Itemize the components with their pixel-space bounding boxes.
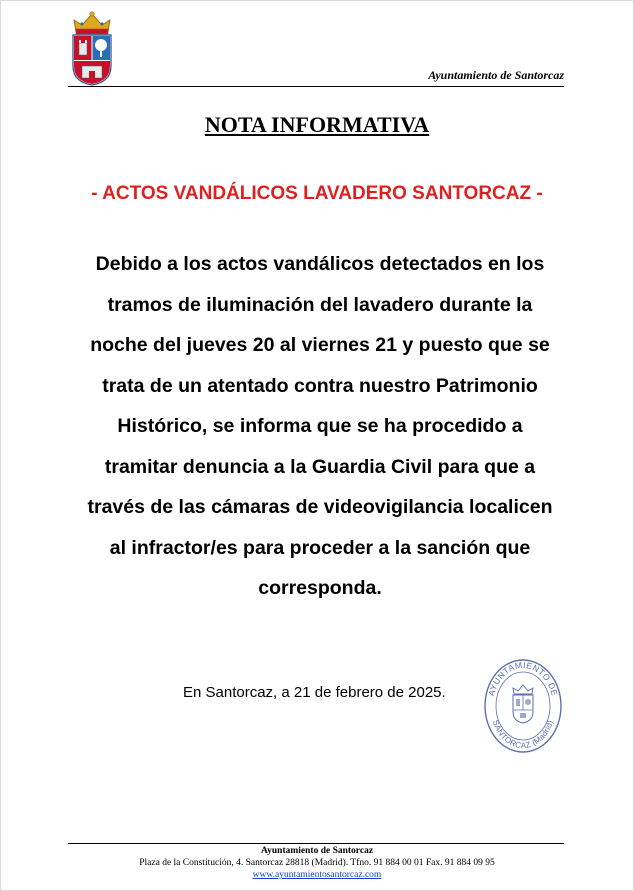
header-divider [68, 86, 564, 87]
footer-address: Plaza de la Constitución, 4. Santorcaz 28818 (Madrid). Tfno. 91 884 00 01 Fax. 91 884 09 95 [139, 858, 495, 868]
footer-divider [68, 843, 564, 844]
stamp-text-top: AYUNTAMIENTO DE [486, 659, 560, 698]
body-line: tramos de iluminación del lavadero durante la [107, 293, 533, 316]
footer [0, 845, 634, 881]
coat-of-arms-icon [70, 10, 114, 86]
body-line: corresponda. [258, 577, 382, 599]
document-body [70, 244, 570, 609]
date-line: En Santorcaz, a 21 de febrero de 2025. [183, 684, 446, 701]
body-line: tramitar denuncia a la Guardia Civil para que a [104, 455, 536, 478]
footer-organization: Ayuntamiento de Santorcaz [260, 846, 374, 856]
body-line: noche del jueves 20 al viernes 21 y puesto que se [90, 334, 550, 356]
stamp-text-bottom: SANTORCAZ (Madrid) [490, 718, 556, 751]
svg-text:SANTORCAZ (Madrid) [491, 719, 555, 750]
header-organization: Ayuntamiento de Santorcaz [428, 68, 564, 82]
svg-text:AYUNTAMIENTO DE [486, 660, 560, 697]
body-line: Histórico, se informa que se ha procedido a [117, 415, 523, 437]
body-line: al infractor/es para proceder a la sanción que [109, 536, 531, 559]
body-line: trata de un atentado contra nuestro Patrimonio [102, 374, 538, 397]
body-line: Debido a los actos vandálicos detectados en los [95, 253, 545, 275]
footer-website-link[interactable]: www.ayuntamientosantorcaz.com [252, 870, 382, 880]
document-subtitle: - ACTOS VANDÁLICOS LAVADERO SANTORCAZ - [91, 183, 543, 204]
document-title: NOTA INFORMATIVA [204, 112, 430, 137]
body-line: través de las cámaras de videovigilancia localicen [87, 496, 553, 518]
official-stamp-icon [483, 658, 563, 754]
